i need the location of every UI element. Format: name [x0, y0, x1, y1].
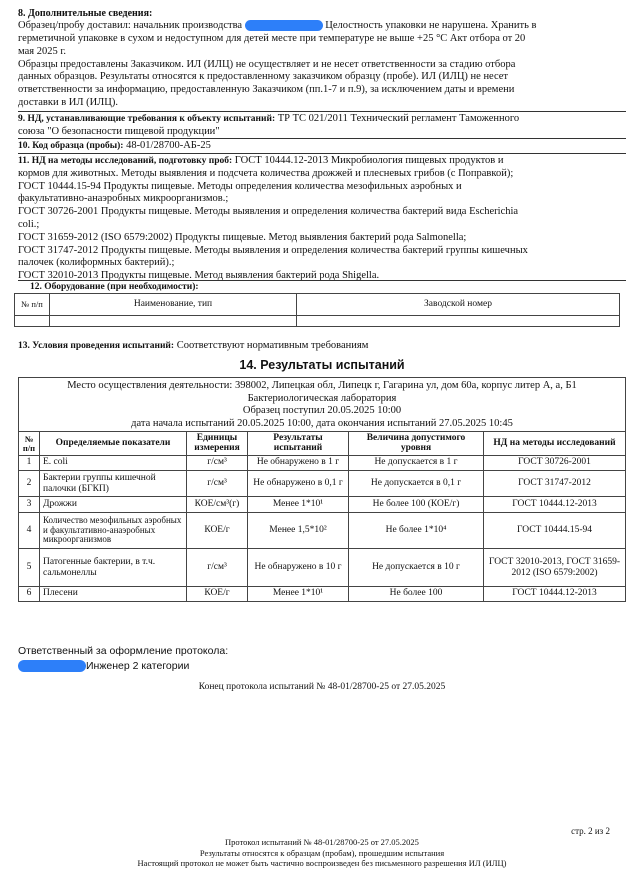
row-num: 5 — [19, 549, 40, 587]
s11-l10: ГОСТ 32010-2013 Продукты пищевые. Метод выявления бактерий рода Shigella. — [18, 270, 380, 282]
s11-l9: палочек (колиформных бактерий).; — [18, 257, 175, 269]
s8-line6: ответственности за информацию, предоставленную Заказчиком (пп.1-7 и п.9), за исключением даты и времени — [18, 84, 515, 96]
results-title: 14. Результаты испытаний — [239, 358, 405, 372]
table-row — [19, 456, 626, 471]
row-num: 6 — [19, 587, 40, 602]
responsible-block — [18, 645, 228, 673]
s11-l3: ГОСТ 10444.15-94 Продукты пищевые. Методы определения количества мезофильных аэробных и — [18, 180, 462, 192]
s8-line1-b: Целостность упаковки не нарушена. Хранить в — [325, 20, 537, 32]
divider — [18, 280, 626, 281]
col-unit: Единицы измерения — [187, 432, 248, 456]
s8-line4: Образцы предоставлены Заказчиком. ИЛ (ИЛЦ) не осуществляет и не несет ответственности за стадию отбора — [18, 58, 516, 70]
s8-line1 — [18, 20, 626, 33]
table-row — [19, 549, 626, 587]
row-unit: г/см³ — [187, 471, 248, 497]
row-limit: Не допускается в 1 г — [349, 456, 484, 471]
equipment-col-serial: Заводской номер — [297, 294, 620, 316]
s11-l4: факультативно-анаэробных микроорганизмов.; — [18, 193, 229, 205]
s9-text2: союза "О безопасности пищевой продукции" — [18, 125, 220, 137]
row-limit: Не более 1*10⁴ — [349, 513, 484, 549]
row-indicator: Количество мезофильных аэробных и факультативно-анаэробных микроорганизмов — [40, 513, 187, 549]
row-result: Не обнаружено в 0,1 г — [248, 471, 349, 497]
responsible-position: Инженер 2 категории — [86, 659, 190, 672]
s11-l8: ГОСТ 31747-2012 Продукты пищевые. Методы выявления и определения количества бактерий группы кишечных — [18, 244, 528, 256]
row-num: 4 — [19, 513, 40, 549]
sample-received: Образец поступил 20.05.2025 10:00 — [242, 405, 402, 417]
equipment-empty-cell — [50, 316, 297, 327]
s11-l1: ГОСТ 10444.12-2013 Микробиология пищевых продуктов и — [234, 155, 504, 166]
table-row — [19, 471, 626, 497]
s8-line5: данных образцов. Результаты относятся к предоставленному заказчиком образцу (пробе). ИЛ (ИЛЦ) не несет — [18, 71, 509, 83]
row-limit: Не допускается в 10 г — [349, 549, 484, 587]
row-unit: г/см³ — [187, 549, 248, 587]
row-indicator: E. coli — [40, 456, 187, 471]
sample-code: 48-01/28700-АБ-25 — [126, 140, 211, 151]
row-limit: Не более 100 — [349, 587, 484, 602]
col-result: Результаты испытаний — [248, 432, 349, 456]
row-indicator: Бактерии группы кишечной палочки (БГКП) — [40, 471, 187, 497]
conditions-text: Соответствуют нормативным требованиям — [176, 340, 369, 351]
section-9 — [18, 113, 626, 139]
row-num: 1 — [19, 456, 40, 471]
divider — [18, 138, 626, 139]
row-result: Не обнаружено в 1 г — [248, 456, 349, 471]
lab-name: Бактериологическая лаборатория — [247, 392, 397, 404]
row-num: 3 — [19, 497, 40, 513]
col-num: № п/п — [19, 432, 40, 456]
s9-text1: ТР ТС 021/2011 Технический регламент Таможенного — [277, 113, 520, 124]
section-8-heading: 8. Дополнительные сведения: — [18, 8, 153, 19]
row-indicator: Дрожжи — [40, 497, 187, 513]
equipment-empty-cell — [297, 316, 620, 327]
section-13 — [18, 340, 368, 353]
table-row — [19, 513, 626, 549]
row-method: ГОСТ 31747-2012 — [484, 471, 626, 497]
equipment-empty-cell — [15, 316, 50, 327]
responsible-label: Ответственный за оформление протокола: — [18, 645, 229, 657]
redaction-mark — [18, 660, 86, 672]
results-table — [18, 431, 626, 602]
row-limit: Не допускается в 0,1 г — [349, 471, 484, 497]
place-of-activity: Место осуществления деятельности: 398002, Липецкая обл, Липецк г, Гагарина ул, дом 60а, корпус литер А, а, Б1 — [67, 380, 577, 391]
section-8 — [18, 8, 626, 110]
row-result: Не обнаружено в 10 г — [248, 549, 349, 587]
footer — [0, 837, 644, 869]
row-unit: КОЕ/см³(г) — [187, 497, 248, 513]
section-11 — [18, 155, 626, 283]
row-indicator: Плесени — [40, 587, 187, 602]
row-unit: г/см³ — [187, 456, 248, 471]
test-dates: дата начала испытаний 20.05.2025 10:00, дата окончания испытаний 27.05.2025 10:45 — [131, 417, 513, 429]
row-method: ГОСТ 10444.12-2013 — [484, 497, 626, 513]
row-num: 2 — [19, 471, 40, 497]
row-limit: Не более 100 (КОЕ/г) — [349, 497, 484, 513]
row-method: ГОСТ 30726-2001 — [484, 456, 626, 471]
row-method: ГОСТ 32010-2013, ГОСТ 31659-2012 (ISO 6579:2002) — [484, 549, 626, 587]
row-unit: КОЕ/г — [187, 513, 248, 549]
row-method: ГОСТ 10444.15-94 — [484, 513, 626, 549]
section-9-heading: 9. НД, устанавливающие требования к объекту испытаний: — [18, 114, 276, 124]
section-12-heading: 12. Оборудование (при необходимости): — [30, 282, 199, 292]
col-indicator: Определяемые показатели — [40, 432, 187, 456]
equipment-col-name: Наименование, тип — [50, 294, 297, 316]
s8-line3: мая 2025 г. — [18, 45, 67, 57]
col-method: НД на методы исследований — [484, 432, 626, 456]
s8-line7: доставки в ИЛ (ИЛЦ). — [18, 96, 119, 108]
divider — [18, 111, 626, 112]
footer-line-1: Протокол испытаний № 48-01/28700-25 от 27.05.2025 — [225, 837, 419, 847]
page-number: стр. 2 из 2 — [571, 826, 610, 836]
footer-line-3: Настоящий протокол не может быть частично воспроизведен без письменного разрешения ИЛ (ИЛЦ) — [137, 858, 507, 869]
s11-l2: кормов для животных. Методы выявления и подсчета количества дрожжей и плесневых грибов (с Поправкой); — [18, 167, 514, 179]
s11-l6: coli.; — [18, 218, 40, 230]
row-indicator: Патогенные бактерии, в т.ч. сальмонеллы — [40, 549, 187, 587]
results-info — [18, 377, 626, 431]
s11-l7: ГОСТ 31659-2012 (ISO 6579:2002) Продукты пищевые. Метод выявления бактерий рода Salmonella; — [18, 231, 467, 243]
row-result: Менее 1*10¹ — [248, 497, 349, 513]
equipment-table — [14, 293, 620, 327]
section-10 — [18, 140, 626, 153]
table-row — [19, 587, 626, 602]
section-10-heading: 10. Код образца (пробы): — [18, 141, 124, 151]
footer-line-2: Результаты относятся к образцам (пробам), прошедшим испытания — [199, 847, 445, 858]
protocol-end-note: Конец протокола испытаний № 48-01/28700-25 от 27.05.2025 — [198, 682, 446, 692]
table-row — [19, 497, 626, 513]
section-13-heading: 13. Условия проведения испытаний: — [18, 341, 175, 351]
row-result: Менее 1*10¹ — [248, 587, 349, 602]
row-unit: КОЕ/г — [187, 587, 248, 602]
row-result: Менее 1,5*10² — [248, 513, 349, 549]
divider — [18, 153, 626, 154]
s11-l5: ГОСТ 30726-2001 Продукты пищевые. Методы выявления и определения количества бактерий вида Escherichia — [18, 206, 519, 218]
section-11-heading: 11. НД на методы исследований, подготовку проб: — [18, 156, 233, 166]
redaction-mark — [245, 20, 323, 31]
col-limit: Величина допустимого уровня — [349, 432, 484, 456]
row-method: ГОСТ 10444.12-2013 — [484, 587, 626, 602]
results-header-row — [19, 432, 626, 456]
equipment-col-num: № п/п — [15, 294, 50, 316]
s8-line2: герметичной упаковке в сухом и недоступном для детей месте при температуре не выше +25 °С Акт отбора от 20 — [18, 32, 526, 44]
s8-line1-a: Образец/пробу доставил: начальник производства — [18, 20, 243, 32]
